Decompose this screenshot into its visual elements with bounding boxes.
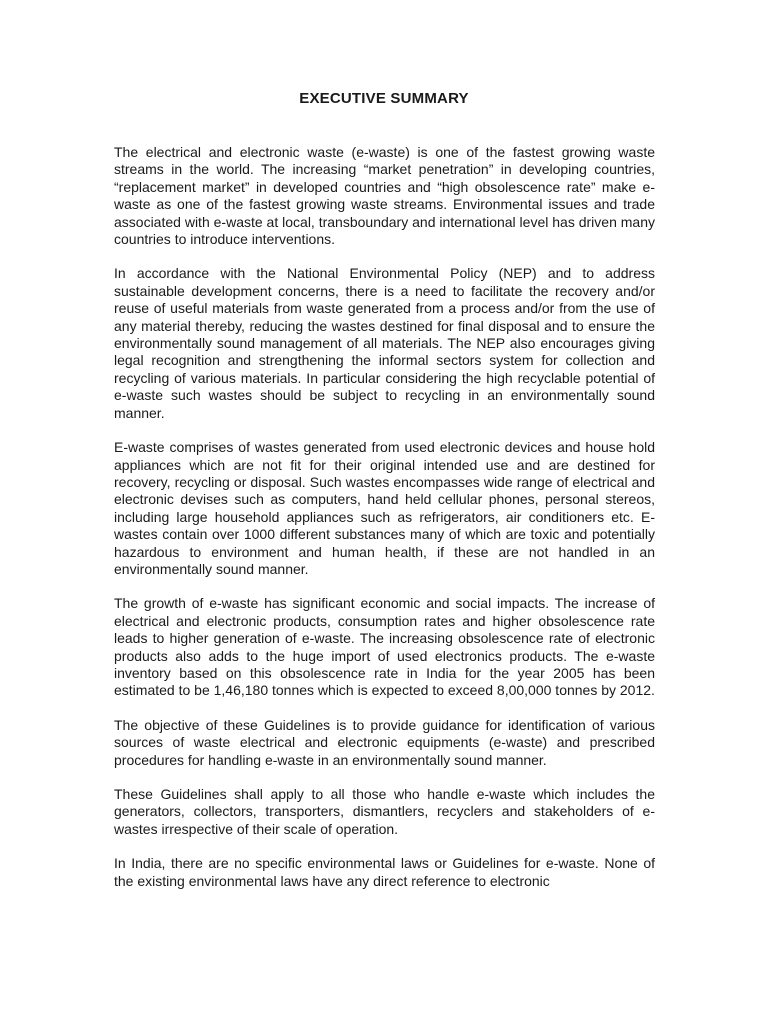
- document-body: [114, 144, 655, 907]
- paragraph-1: The electrical and electronic waste (e-waste) is one of the fastest growing waste streams in the world. The increasing “market penetration” in developing countries, “replacement market” in developed countries and “high obsolescence rate” make e-waste as one of the fastest growing waste streams. Environmental issues and trade associated with e-waste at local, transboundary and international level has driven many countries to introduce interventions.: [114, 144, 655, 248]
- paragraph-5: The objective of these Guidelines is to provide guidance for identification of various sources of waste electrical and electronic equipments (e-waste) and prescribed procedures for handling e-waste in an environmentally sound manner.: [114, 716, 655, 768]
- paragraph-7: In India, there are no specific environmental laws or Guidelines for e-waste. None of the existing environmental laws have any direct reference to electronic: [114, 855, 655, 889]
- paragraph-4: The growth of e-waste has significant economic and social impacts. The increase of electrical and electronic products, consumption rates and higher obsolescence rate leads to higher generation of e-waste. The increasing obsolescence rate of electronic products also adds to the huge import of used electronics products. The e-waste inventory based on this obsolescence rate in India for the year 2005 has been estimated to be 1,46,180 tonnes which is expected to exceed 8,00,000 tonnes by 2012.: [114, 595, 655, 699]
- page-title: EXECUTIVE SUMMARY: [299, 90, 469, 107]
- paragraph-2: In accordance with the National Environmental Policy (NEP) and to address sustainable development concerns, there is a need to facilitate the recovery and/or reuse of useful materials from waste generated from a process and/or from the use of any material thereby, reducing the wastes destined for final disposal and to ensure the environmentally sound management of all materials. The NEP also encourages giving legal recognition and strengthening the informal sectors system for collection and recycling of various materials. In particular considering the high recyclable potential of e-waste such wastes should be subject to recycling in an environmentally sound manner.: [114, 265, 655, 421]
- paragraph-6: These Guidelines shall apply to all those who handle e-waste which includes the generators, collectors, transporters, dismantlers, recyclers and stakeholders of e-wastes irrespective of their scale of operation.: [114, 786, 655, 837]
- paragraph-3: E-waste comprises of wastes generated from used electronic devices and house hold appliances which are not fit for their original intended use and are destined for recovery, recycling or disposal. Such wastes encompasses wide range of electrical and electronic devises such as computers, hand held cellular phones, personal stereos, including large household appliances such as refrigerators, air conditioners etc. E-wastes contain over 1000 different substances many of which are toxic and potentially hazardous to environment and human health, if these are not handled in an environmentally sound manner.: [114, 439, 655, 577]
